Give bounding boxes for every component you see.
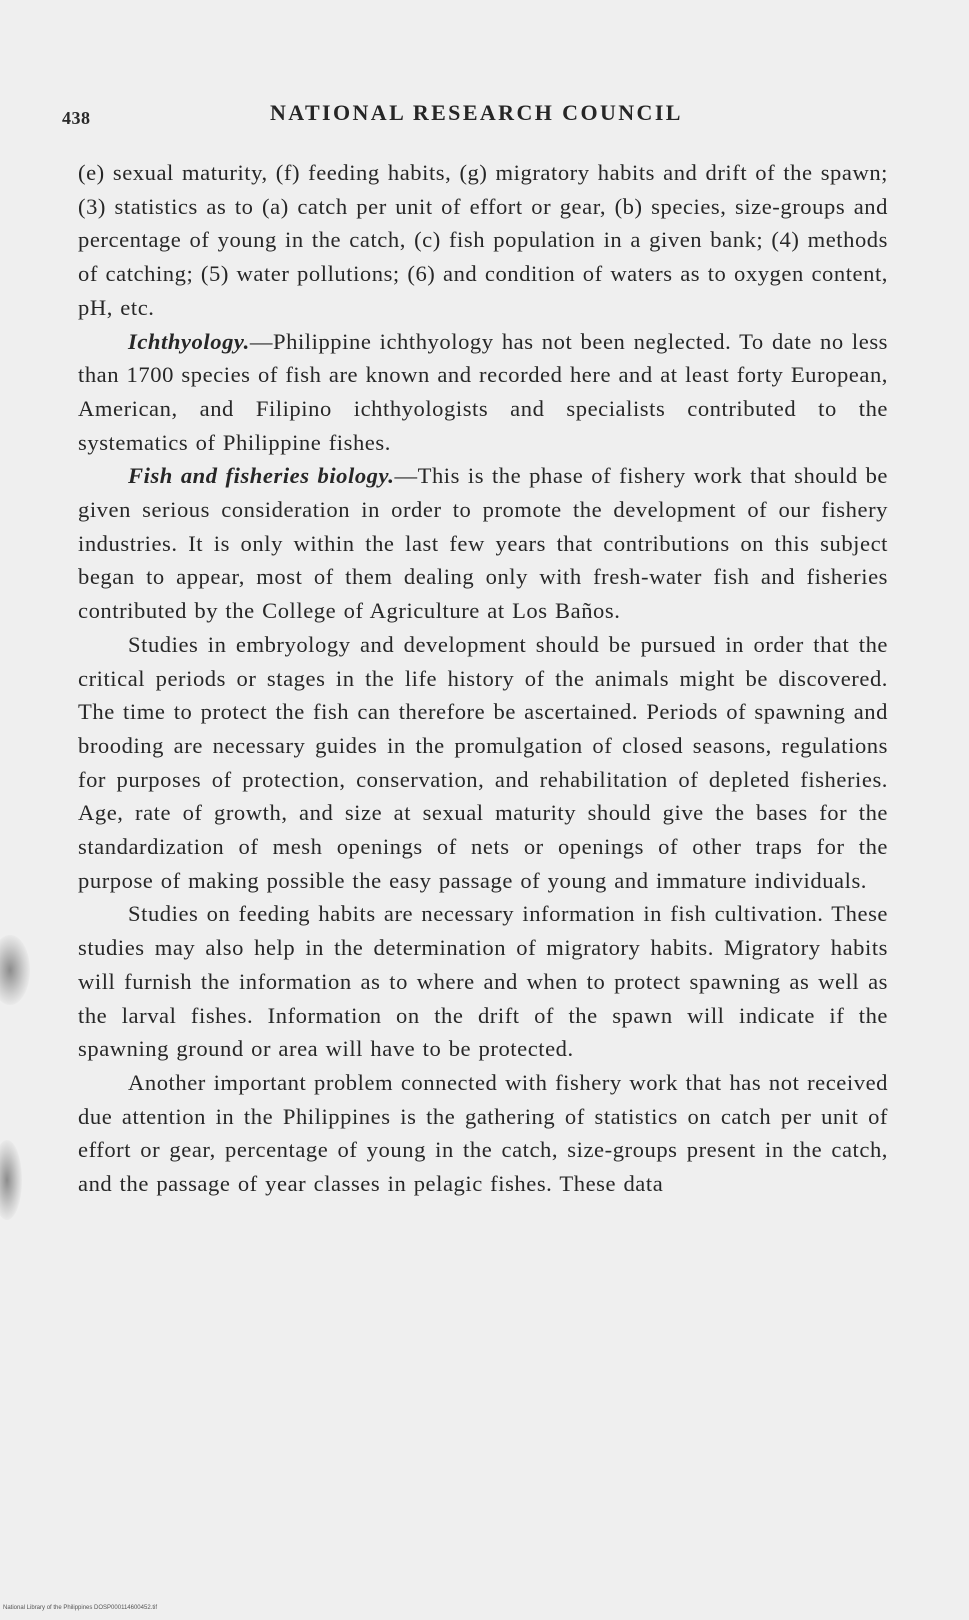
paragraph-text: Another important problem connected with fishery work that has not received due attention in the Philippines is the gathering of statistics on catch per unit of effort or gear, percentage of young in the catch, size-groups present in the catch, and the passage of year classes in pelagic fishes. These data	[78, 1069, 888, 1197]
paragraph-text: —Philippine ichthyology has not been neglected. To date no less than 1700 species of fish are known and recorded here and at least forty European, American, and Filipino ichthyologists and specialists contributed to the systematics of Philippine fishes.	[78, 328, 888, 455]
section-lead-fish-biology: Fish and fisheries biology.	[128, 463, 395, 489]
running-head: NATIONAL RESEARCH COUNCIL	[270, 100, 683, 125]
paragraph-statistics	[78, 1066, 888, 1201]
paragraph-embryology	[78, 628, 888, 898]
paragraph-ichthyology	[78, 325, 888, 460]
paragraph-text: Studies on feeding habits are necessary information in fish cultivation. These studies may also help in the determination of migratory habits. Migratory habits will furnish the information as to where and when to protect spawning as well as the larval fishes. Information on the drift of the spawn will indicate if the spawning ground or area will have to be protected.	[78, 901, 888, 1062]
paragraph-text: —This is the phase of fishery work that should be given serious consideration in order to promote the development of our fishery industries. It is only within the last few years that contributions on this subject began to appear, most of them dealing only with fresh-water fish and fisheries contributed by the College of Agriculture at Los Baños.	[78, 463, 889, 624]
paragraph-feeding-habits	[78, 897, 888, 1066]
body-text	[78, 156, 888, 1201]
page-header	[0, 100, 969, 140]
paragraph-text: (e) sexual maturity, (f) feeding habits, (g) migratory habits and drift of the spawn; (3) statistics as to (a) catch per unit of effort or gear, (b) species, size-groups and percentage of young in the catch, (c) fish population in a given bank; (4) methods of catching; (5) water pollutions; (6) and condition of waters as to oxygen content, pH, etc.	[78, 160, 888, 320]
page-number: 438	[62, 108, 91, 128]
margin-smudge-top	[0, 935, 30, 1005]
section-lead-ichthyology: Ichthyology.	[128, 328, 250, 354]
scan-footer-note: National Library of the Philippines DOSP000114600452.tif	[3, 1605, 157, 1611]
paragraph-fish-biology	[78, 459, 888, 628]
paragraph-continuation	[78, 156, 888, 325]
paragraph-text: Studies in embryology and development should be pursued in order that the critical periods or stages in the life history of the animals might be discovered. The time to protect the fish can therefore be ascertained. Periods of spawning and brooding are necessary guides in the promulgation of closed seasons, regulations for purposes of protection, conservation, and rehabilitation of depleted fisheries. Age, rate of growth, and size at sexual maturity should give the bases for the standardization of mesh openings of nets or openings of other traps for the purpose of making possible the easy passage of young and immature individuals.	[78, 631, 888, 893]
margin-smudge-bottom	[0, 1140, 22, 1220]
